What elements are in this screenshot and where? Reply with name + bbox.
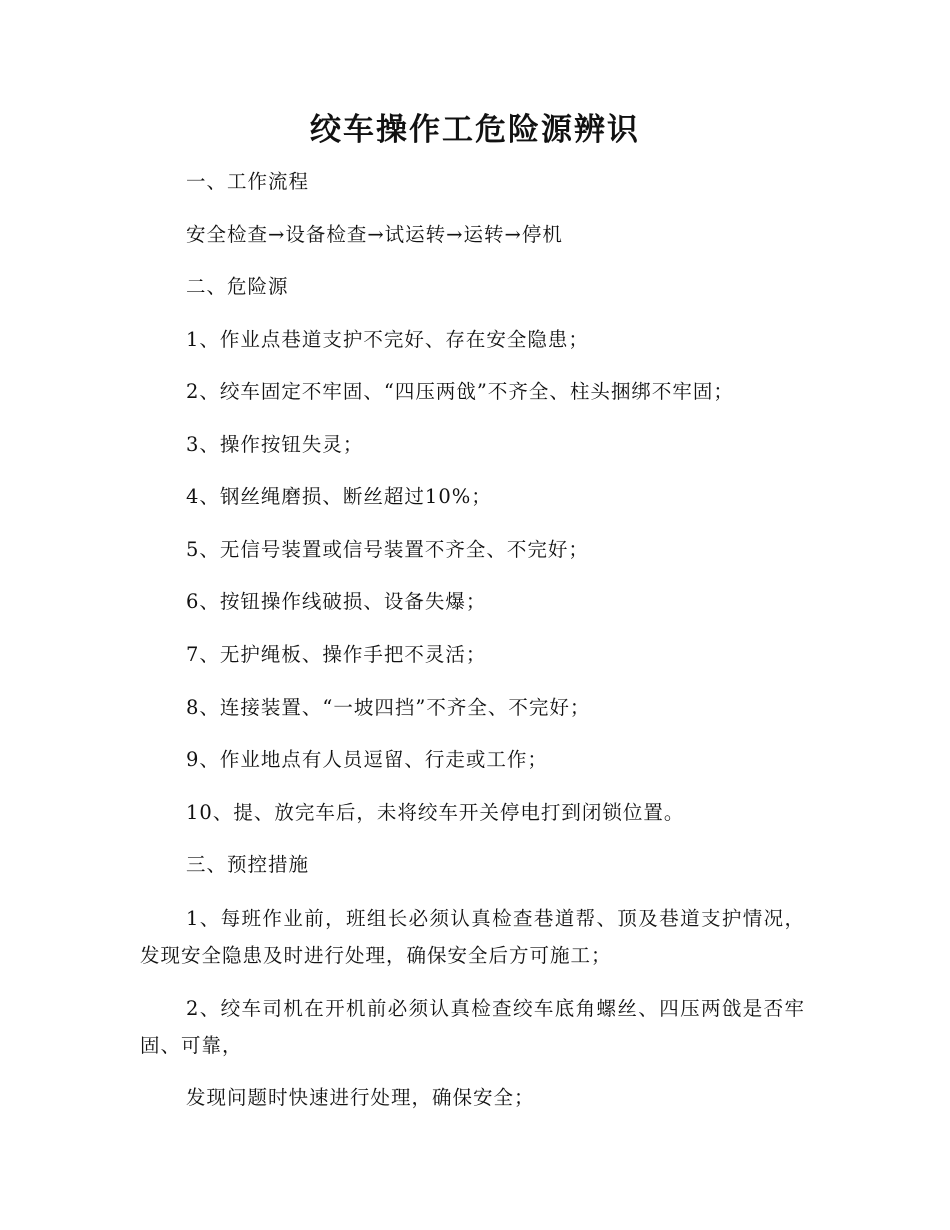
section-heading-controls: 三、预控措施 [186, 853, 310, 876]
hazard-item: 2、绞车固定不牢固、“四压两戗”不齐全、柱头捆绑不牢固； [186, 380, 734, 403]
hazard-item: 3、操作按钮失灵； [186, 433, 364, 456]
workflow-text: 安全检查→设备检查→试运转→运转→停机 [186, 223, 563, 246]
control-paragraph: 发现问题时快速进行处理，确保安全； [186, 1086, 535, 1109]
hazard-item: 8、连接装置、“一坡四挡”不齐全、不完好； [186, 696, 591, 719]
document-title: 绞车操作工危险源辨识 [310, 112, 640, 148]
hazard-item: 10、提、放完车后，未将绞车开关停电打到闭锁位置。 [186, 801, 685, 824]
hazard-item: 7、无护绳板、操作手把不灵活； [186, 643, 487, 666]
hazard-item: 1、作业点巷道支护不完好、存在安全隐患； [186, 328, 589, 351]
hazard-item: 9、作业地点有人员逗留、行走或工作； [186, 748, 548, 771]
control-paragraph: 1、每班作业前，班组长必须认真检查巷道帮、顶及巷道支护情况，发现安全隐患及时进行处理，确保安全后方可施工； [140, 907, 805, 967]
section-heading-hazards: 二、危险源 [186, 275, 289, 298]
hazard-item: 6、按钮操作线破损、设备失爆； [186, 590, 487, 613]
control-paragraph: 2、绞车司机在开机前必须认真检查绞车底角螺丝、四压两戗是否牢固、可靠， [140, 997, 805, 1057]
hazard-item: 4、钢丝绳磨损、断丝超过10%； [186, 485, 492, 508]
section-heading-workflow: 一、工作流程 [186, 170, 310, 193]
hazard-item: 5、无信号装置或信号装置不齐全、不完好； [186, 538, 589, 561]
